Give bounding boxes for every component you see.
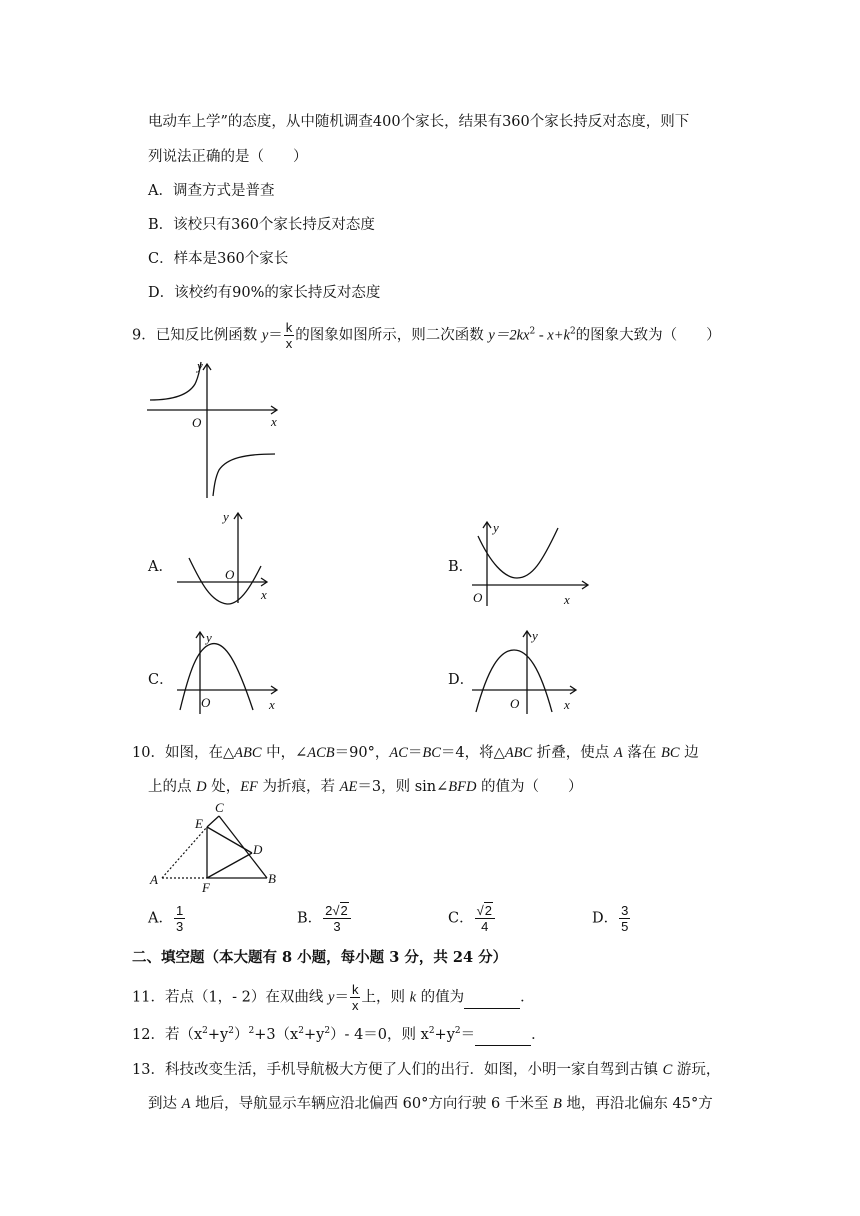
q8-stem-line1: 电动车上学”的态度，从中随机调查400个家长，结果有360个家长持反对态度，则下 bbox=[148, 114, 690, 130]
q9-option-c-label: C． bbox=[148, 672, 174, 688]
svg-text:O: O bbox=[473, 590, 483, 605]
q9-option-a-graph bbox=[175, 508, 275, 608]
svg-text:y: y bbox=[532, 628, 538, 643]
svg-text:x: x bbox=[564, 592, 570, 607]
q12-stem: 12．若$(x^2+y^2)^2+3(x^2+y^2)-$ 4＝0，则 $x^2+y^2=$ ． bbox=[132, 1025, 546, 1046]
q11-number: 11． bbox=[132, 989, 165, 1006]
q13-stem-line1: 13．科技改变生活，手机导航极大方便了人们的出行．如图，小明一家自驾到古镇 C 游玩， bbox=[132, 1062, 721, 1078]
q11-stem: 11．若点（1，- 2）在双曲线 y＝ $\frac{k}{x}$ 上，则 k 的值为 ． bbox=[132, 982, 535, 1013]
q9-option-c-graph bbox=[175, 628, 285, 718]
q10-option-c: C． $\frac{√2}{4}$ bbox=[448, 903, 496, 934]
q12-number: 12． bbox=[132, 1027, 165, 1043]
q10-option-d: D． $\frac{3}{5}$ bbox=[592, 903, 629, 934]
q10-option-b: B． $\frac{2√2}{3}$ bbox=[297, 903, 352, 934]
q8-option-a: A．调查方式是普查 bbox=[148, 183, 275, 199]
q10-stem-line1: 10．如图，在△ABC 中，∠ACB＝90°，AC＝BC＝4，将△ABC 折叠，使点 A 落在 BC 边 bbox=[132, 745, 699, 761]
q8-stem-line2: 列说法正确的是（ ） bbox=[148, 149, 308, 165]
q9-option-a-label: A． bbox=[148, 559, 173, 575]
svg-text:A: A bbox=[150, 872, 158, 887]
svg-text:O: O bbox=[201, 695, 211, 710]
svg-text:C: C bbox=[215, 800, 224, 815]
svg-text:B: B bbox=[268, 871, 276, 886]
q8-option-d: D．该校约有90%的家长持反对态度 bbox=[148, 285, 381, 301]
svg-text:y: y bbox=[493, 520, 499, 535]
q10-option-a: A． $\frac{1}{3}$ bbox=[148, 903, 184, 934]
q10-triangle-figure bbox=[145, 800, 285, 895]
svg-text:x: x bbox=[261, 587, 267, 602]
q9-fraction: $\frac{k}{x}$ bbox=[285, 320, 293, 351]
q9-stem: 9．已知反比例函数 y＝ $\frac{k}{x}$ 的图象如图所示，则二次函数 $y=2kx^2 - x+k^2$的图象大致为（ ） bbox=[132, 320, 721, 351]
q8-option-c: C．样本是360个家长 bbox=[148, 251, 289, 267]
q8-option-b: B．该校只有360个家长持反对态度 bbox=[148, 217, 375, 233]
svg-text:x: x bbox=[271, 414, 277, 429]
svg-text:F: F bbox=[202, 880, 210, 895]
svg-text:O: O bbox=[510, 696, 520, 711]
svg-text:y: y bbox=[206, 630, 212, 645]
q10-number: 10． bbox=[132, 745, 165, 761]
q12-answer-blank[interactable] bbox=[475, 1025, 531, 1046]
q9-number: 9． bbox=[132, 327, 156, 344]
q9-option-d-label: D． bbox=[448, 672, 475, 688]
q9-option-d-graph bbox=[470, 628, 585, 718]
q10-stem-line2: 上的点 D 处，EF 为折痕，若 AE＝3，则 sin∠BFD 的值为（ ） bbox=[148, 779, 583, 795]
svg-text:x: x bbox=[269, 697, 275, 712]
section-2-heading: 二、填空题（本大题有 8 小题，每小题 3 分，共 24 分） bbox=[132, 949, 508, 966]
q9-option-b-label: B． bbox=[448, 559, 474, 575]
svg-text:y: y bbox=[197, 358, 203, 373]
svg-text:O: O bbox=[225, 567, 235, 582]
svg-text:x: x bbox=[564, 697, 570, 712]
q9-hyperbola-graph bbox=[145, 360, 285, 505]
svg-text:y: y bbox=[223, 509, 229, 524]
svg-text:O: O bbox=[192, 415, 202, 430]
q13-stem-line2: 到达 A 地后，导航显示车辆应沿北偏西 60°方向行驶 6 千米至 B 地，再沿北偏东 45°方 bbox=[148, 1096, 713, 1112]
q9-option-b-graph bbox=[470, 518, 595, 608]
q11-answer-blank[interactable] bbox=[464, 988, 520, 1009]
svg-text:D: D bbox=[253, 842, 263, 857]
q13-number: 13． bbox=[132, 1062, 165, 1078]
svg-text:E: E bbox=[195, 816, 203, 831]
